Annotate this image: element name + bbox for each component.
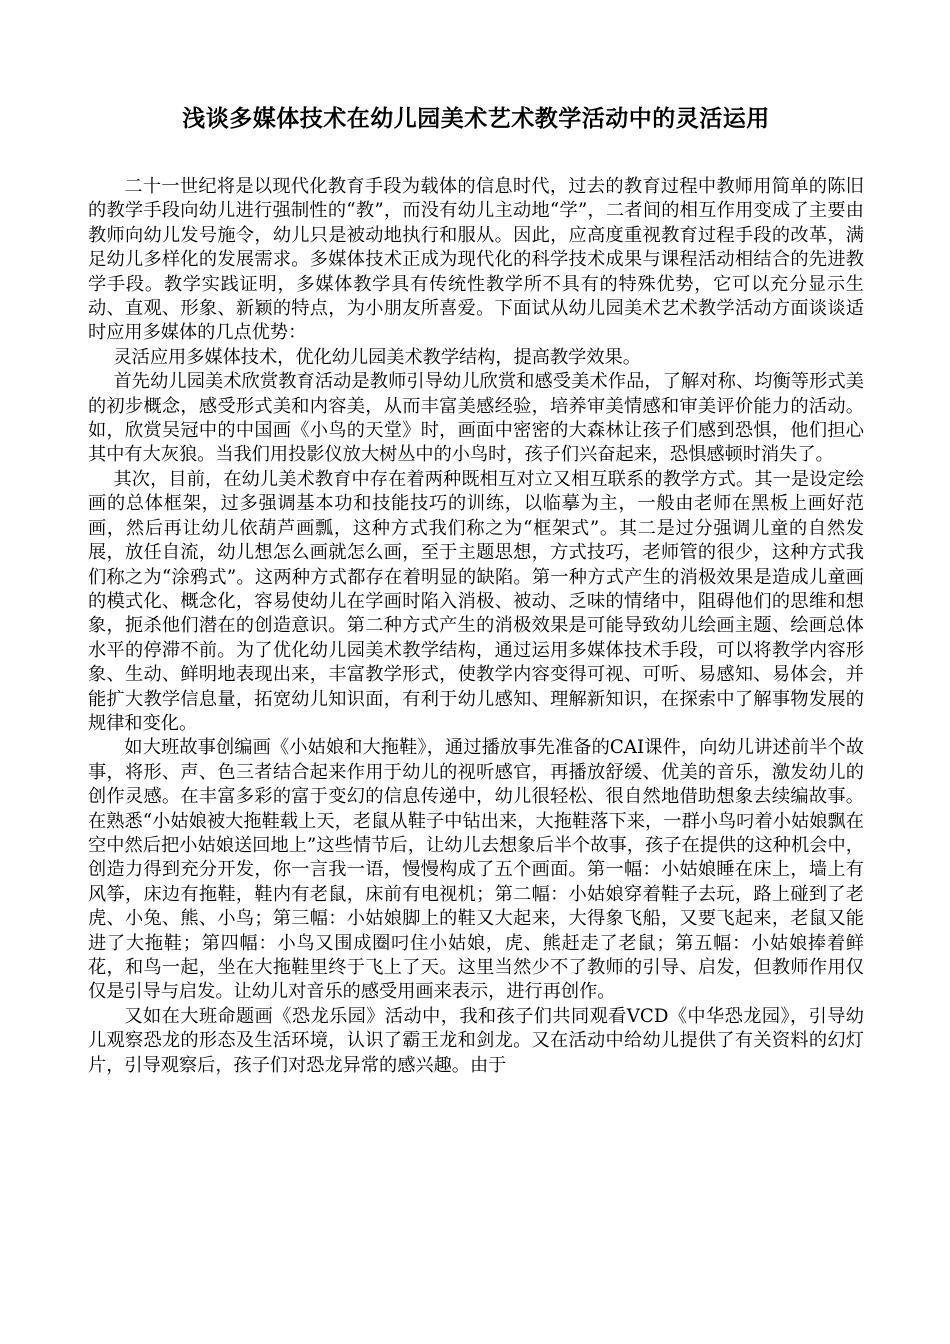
paragraph-heading: 灵活应用多媒体技术，优化幼儿园美术教学结构，提高教学效果。 bbox=[113, 346, 641, 368]
document-page bbox=[88, 100, 864, 1078]
paragraph-story-example: 如大班故事创编画《小姑娘和大拖鞋》，通过播放事先准备的CAI课件，向幼儿讲述前半个故事，将形、声、色三者结合起来作用于幼儿的视听感官，再播放舒缓、优美的音乐，激发幼儿的创作灵感。在丰富多彩的富于变幻的信息传递中，幼儿很轻松、很自然地借助想象去续编故事。在熟悉“小姑娘被大拖鞋载上天，老鼠从鞋子中钻出来，大拖鞋落下来，一群小鸟叼着小姑娘飘在空中然后把小姑娘送回地上”这些情节后，让幼儿去想象后半个故事，孩子在提供的这种机会中，创造力得到充分开发，你一言我一语，慢慢构成了五个画面。第一幅：小姑娘睡在床上，墙上有风筝，床边有拖鞋，鞋内有老鼠，床前有电视机；第二幅：小姑娘穿着鞋子去玩，路上碰到了老虎、小兔、熊、小鸟；第三幅：小姑娘脚上的鞋又大起来，大得象飞船，又要飞起来，老鼠又能进了大拖鞋；第四幅：小鸟又围成圈叼住小姑娘，虎、熊赶走了老鼠；第五幅：小姑娘捧着鲜花，和鸟一起，坐在大拖鞋里终于飞上了天。这里当然少不了教师的引导、启发，但教师作用仅仅是引导与启发。让幼儿对音乐的感受用画来表示，进行再创作。 bbox=[88, 737, 864, 1003]
document-body bbox=[88, 175, 864, 1078]
paragraph-appreciation: 首先幼儿园美术欣赏教育活动是教师引导幼儿欣赏和感受美术作品，了解对称、均衡等形式美的初步概念，感受形式美和内容美，从而丰富美感经验，培养审美情感和审美评价能力的活动。如，欣赏吴冠中的中国画《小鸟的天堂》时，画面中密密的大森林让孩子们感到恐惧，他们担心其中有大灰狼。当我们用投影仪放大树丛中的小鸟时，孩子们兴奋起来，恐惧感顿时消失了。 bbox=[88, 371, 864, 466]
paragraph-intro: 二十一世纪将是以现代化教育手段为载体的信息时代，过去的教育过程中教师用简单的陈旧的教学手段向幼儿进行强制性的“教”，而没有幼儿主动地“学”，二者间的相互作用变成了主要由教师向幼儿发号施令，幼儿只是被动地执行和服从。因此，应高度重视教育过程手段的改革，满足幼儿多样化的发展需求。多媒体技术正成为现代化的科学技术成果与课程活动相结合的先进教学手段。教学实践证明，多媒体教学具有传统性教学所不具有的特殊优势，它可以充分显示生动、直观、形象、新颖的特点，为小朋友所喜爱。下面试从幼儿园美术艺术教学活动方面谈谈适时应用多媒体的几点优势： bbox=[88, 176, 864, 344]
paragraph-dinosaur-example: 又如在大班命题画《恐龙乐园》活动中，我和孩子们共同观看VCD《中华恐龙园》，引导幼儿观察恐龙的形态及生活环境，认识了霸王龙和剑龙。又在活动中给幼儿提供了有关资料的幻灯片，引导观察后，孩子们对恐龙异常的感兴趣。由于 bbox=[88, 1005, 864, 1076]
paragraph-teaching-methods: 其次，目前，在幼儿美术教育中存在着两种既相互对立又相互联系的教学方式。其一是设定绘画的总体框架，过多强调基本功和技能技巧的训练，以临摹为主，一般由老师在黑板上画好范画，然后再让幼儿依葫芦画瓢，这种方式我们称之为“框架式”。其二是过分强调儿童的自然发展，放任自流，幼儿想怎么画就怎么画，至于主题思想，方式技巧，老师管的很少，这种方式我们称之为“涂鸦式”。这两种方式都存在着明显的缺陷。第一种方式产生的消极效果是造成儿童画的模式化、概念化，容易使幼儿在学画时陷入消极、被动、乏味的情绪中，阻碍他们的思维和想象，扼杀他们潜在的创造意识。第二种方式产生的消极效果是可能导致幼儿绘画主题、绘画总体水平的停滞不前。为了优化幼儿园美术教学结构，通过运用多媒体技术手段，可以将教学内容形象、生动、鲜明地表现出来，丰富教学形式，使教学内容变得可视、可听、易感知、易体会，并能扩大教学信息量，拓宽幼儿知识面，有利于幼儿感知、理解新知识，在探索中了解事物发展的规律和变化。 bbox=[88, 468, 864, 734]
document-title: 浅谈多媒体技术在幼儿园美术艺术教学活动中的灵活运用 bbox=[182, 105, 770, 132]
